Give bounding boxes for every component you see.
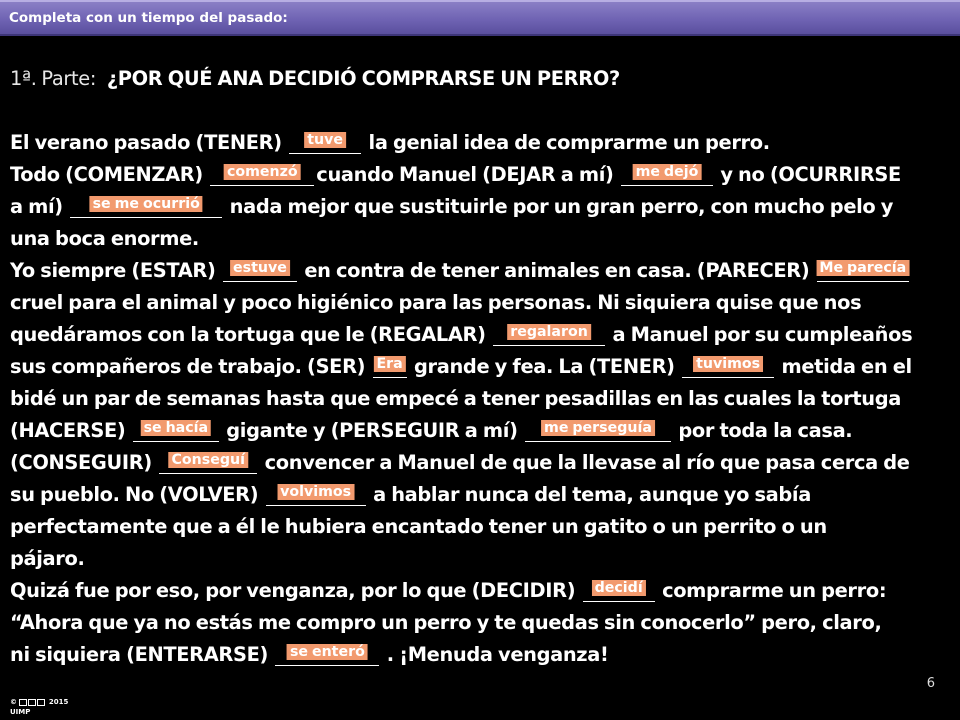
text-line-8 — [10, 356, 912, 378]
organization: UIMP — [10, 708, 31, 716]
text-segment: comprarme un perro: — [662, 579, 887, 602]
text-segment: . ¡Menuda venganza! — [386, 643, 609, 666]
blank-comenzar — [210, 164, 314, 186]
text-segment: grande y fea. La (TENER) — [414, 355, 675, 378]
text-segment: por toda la casa. — [678, 419, 853, 442]
blank-perseguir — [525, 420, 671, 442]
text-line-12 — [10, 484, 811, 506]
text-segment: Yo siempre (ESTAR) — [10, 259, 216, 282]
text-segment: cuando Manuel (DEJAR a mí) — [316, 163, 614, 186]
text-segment: El verano pasado (TENER) — [10, 131, 282, 154]
answer-decidi: decidí — [592, 580, 646, 596]
text-segment: quedáramos con la tortuga que le (REGALAR) — [10, 323, 486, 346]
answer-se-me-ocurrio: se me ocurrió — [90, 196, 203, 212]
text-segment: cruel para el animal y poco higiénico para las personas. Ni siquiera quise que nos — [10, 291, 862, 314]
text-segment: pájaro. — [10, 547, 85, 570]
answer-era: Era — [373, 356, 405, 372]
blank-parecer — [817, 260, 909, 282]
text-segment: a mí) — [10, 195, 63, 218]
blank-enterarse — [275, 644, 379, 666]
text-segment: en contra de tener animales en casa. (PARECER) — [304, 259, 810, 282]
text-line-13 — [10, 516, 827, 538]
copyright-year: 2015 — [48, 698, 69, 706]
answer-consegui: Conseguí — [169, 452, 248, 468]
title-bar — [0, 0, 960, 36]
text-segment: Quizá fue por eso, por venganza, por lo que (DECIDIR) — [10, 579, 576, 602]
blank-estar — [223, 260, 297, 282]
text-line-1 — [10, 132, 770, 154]
text-line-16 — [10, 612, 881, 634]
text-segment: a Manuel por su cumpleaños — [612, 323, 913, 346]
text-line-4 — [10, 228, 199, 250]
blank-dejar — [621, 164, 713, 186]
blank-ser — [373, 356, 407, 378]
glyph-box-icon — [28, 699, 36, 706]
text-segment: Todo (COMENZAR) — [10, 163, 203, 186]
answer-tuvimos: tuvimos — [693, 356, 763, 372]
text-line-3 — [10, 196, 893, 218]
text-line-17 — [10, 644, 608, 666]
answer-tuve: tuve — [304, 132, 346, 148]
answer-volvimos: volvimos — [277, 484, 354, 500]
glyph-box-icon — [19, 699, 27, 706]
text-segment: la genial idea de comprarme un perro. — [368, 131, 770, 154]
answer-estuve: estuve — [230, 260, 290, 276]
text-segment: convencer a Manuel de que la llevase al río que pasa cerca de — [264, 451, 910, 474]
text-line-14 — [10, 548, 85, 570]
blank-volver — [266, 484, 366, 506]
text-segment: bidé un par de semanas hasta que empecé a tener pesadillas en las cuales la tortuga — [10, 387, 902, 410]
text-line-9 — [10, 388, 901, 410]
text-segment: y no (OCURRIRSE — [720, 163, 901, 186]
blank-decidir — [583, 580, 655, 602]
text-segment: sus compañeros de trabajo. (SER) — [10, 355, 366, 378]
text-segment: metida en el — [781, 355, 912, 378]
slide-title: Completa con un tiempo del pasado: — [9, 10, 288, 26]
answer-me-perseguia: me perseguía — [541, 420, 655, 436]
blank-tener-2 — [682, 356, 774, 378]
part-label: 1ª. Parte: — [10, 67, 97, 90]
text-segment: gigante y (PERSEGUIR a mí) — [226, 419, 518, 442]
part-heading — [10, 68, 620, 90]
text-line-2 — [10, 164, 901, 186]
blank-regalar — [493, 324, 605, 346]
answer-regalaron: regalaron — [507, 324, 591, 340]
answer-me-parecia: Me parecía — [816, 260, 909, 276]
text-segment: ni siquiera (ENTERARSE) — [10, 643, 268, 666]
text-line-7 — [10, 324, 912, 346]
text-segment: su pueblo. No (VOLVER) — [10, 483, 259, 506]
text-line-11 — [10, 452, 910, 474]
copyright-icon: © — [10, 698, 17, 706]
text-segment: nada mejor que sustituirle por un gran perro, con mucho pelo y — [229, 195, 894, 218]
glyph-box-icon — [37, 699, 45, 706]
text-line-6 — [10, 292, 861, 314]
answer-se-entero: se enteró — [287, 644, 368, 660]
text-segment: (HACERSE) — [10, 419, 126, 442]
answer-me-dejo: me dejó — [633, 164, 702, 180]
text-segment: perfectamente que a él le hubiera encantado tener un gatito o un perrito o un — [10, 515, 827, 538]
text-line-10 — [10, 420, 852, 442]
text-segment: a hablar nunca del tema, aunque yo sabía — [373, 483, 811, 506]
text-segment: una boca enorme. — [10, 227, 199, 250]
blank-hacerse — [133, 420, 219, 442]
text-segment: “Ahora que ya no estás me compro un perro y te quedas sin conocerlo” pero, claro, — [10, 611, 882, 634]
part-question: ¿POR QUÉ ANA DECIDIÓ COMPRARSE UN PERRO? — [106, 67, 620, 90]
page-number: 6 — [926, 676, 935, 691]
text-segment: (CONSEGUIR) — [10, 451, 152, 474]
text-line-5 — [10, 260, 911, 282]
text-line-15 — [10, 580, 886, 602]
answer-comenzo: comenzó — [224, 164, 301, 180]
answer-se-hacia: se hacía — [141, 420, 212, 436]
blank-conseguir — [159, 452, 257, 474]
blank-ocurrirse — [70, 196, 222, 218]
blank-tener — [289, 132, 361, 154]
copyright — [10, 697, 68, 717]
